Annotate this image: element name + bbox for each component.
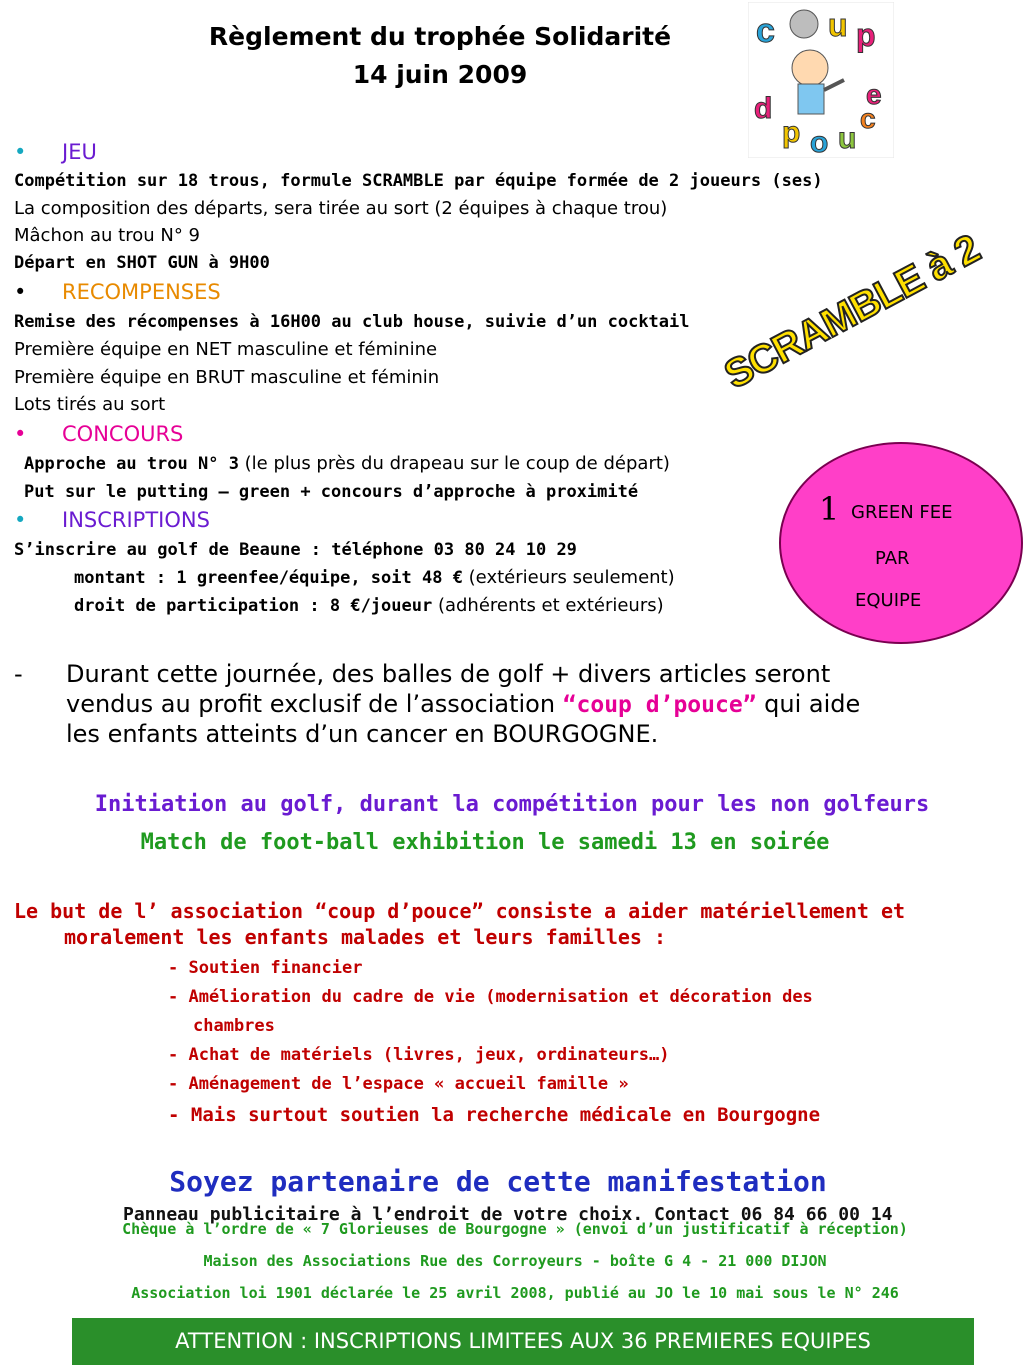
scramble-stamp: SCRAMBLE à 2 [717, 226, 987, 398]
but-item: - Amélioration du cadre de vie (modernisation et décoration des [168, 987, 813, 1007]
recompenses-line-2: Première équipe en NET masculine et féminine [14, 339, 438, 360]
footer-line-3: Association loi 1901 déclarée le 25 avril 2008, publié au JO le 10 mai sous le N° 246 [131, 1284, 899, 1302]
footer-line-1: Chèque à l’ordre de « 7 Glorieuses de Bourgogne » (envoi d’un justificatif à réception) [122, 1220, 908, 1238]
match-line: Match de foot-ball exhibition le samedi 13 en soirée [140, 830, 830, 855]
coup-dpouce-logo [748, 2, 894, 158]
jeu-line-4: Départ en SHOT GUN à 9H00 [14, 253, 270, 273]
section-title: RECOMPENSES [62, 280, 221, 304]
badge-line-2: PAR [875, 548, 910, 569]
jeu-line-2: La composition des départs, sera tirée au sort (2 équipes à chaque trou) [14, 198, 668, 219]
section-recompenses-heading [14, 280, 221, 304]
partenaire-heading: Soyez partenaire de cette manifestation [169, 1165, 827, 1198]
jeu-line-3: Mâchon au trou N° 9 [14, 225, 201, 246]
badge-number: 1 [819, 490, 840, 528]
svg-text:o: o [810, 126, 829, 158]
bullet: • [14, 140, 27, 164]
but-item: - Soutien financier [168, 958, 363, 978]
svg-text:u: u [828, 7, 848, 43]
section-title: CONCOURS [62, 422, 184, 446]
panneau-line: Panneau publicitaire à l’endroit de votre choix. Contact 06 84 66 00 14 [123, 1204, 893, 1225]
concours-line-1: Approche au trou N° 3 (le plus près du drapeau sur le coup de départ) [24, 453, 670, 474]
attention-banner: ATTENTION : INSCRIPTIONS LIMITEES AUX 36 PREMIERES EQUIPES [72, 1318, 974, 1365]
bullet: • [14, 280, 27, 304]
but-line-2: moralement les enfants malades et leurs familles : [64, 925, 667, 949]
but-item: - Achat de matériels (livres, jeux, ordinateurs…) [168, 1045, 670, 1065]
inscriptions-line-2: montant : 1 greenfee/équipe, soit 48 € (extérieurs seulement) [74, 567, 675, 588]
recompenses-line-3: Première équipe en BRUT masculine et féminin [14, 367, 440, 388]
paragraph-dash: - [14, 660, 23, 688]
bullet: • [14, 422, 27, 446]
initiation-line: Initiation au golf, durant la compétition pour les non golfeurs [94, 792, 930, 817]
svg-text:e: e [866, 79, 882, 110]
green-fee-badge [779, 442, 1023, 644]
badge-line-1: GREEN FEE [851, 502, 953, 523]
recompenses-line-1: Remise des récompenses à 16H00 au club house, suivie d’un cocktail [14, 312, 690, 332]
paragraph-line-2: vendus au profit exclusif de l’association “coup d’pouce” qui aide [66, 690, 861, 718]
svg-text:c: c [756, 12, 775, 50]
svg-text:p: p [856, 17, 876, 53]
inscriptions-line-3: droit de participation : 8 €/joueur (adhérents et extérieurs) [74, 595, 664, 616]
svg-text:p: p [782, 116, 801, 149]
section-concours-heading [14, 422, 183, 446]
svg-text:u: u [838, 122, 857, 155]
section-inscriptions-heading [14, 508, 210, 532]
but-item: - Mais surtout soutien la recherche médicale en Bourgogne [168, 1104, 821, 1126]
page-title: Règlement du trophée Solidarité [208, 22, 672, 51]
section-jeu-heading [14, 140, 97, 164]
section-title: JEU [62, 140, 97, 164]
svg-text:c: c [860, 103, 876, 134]
section-title: INSCRIPTIONS [62, 508, 210, 532]
but-item: chambres [193, 1016, 275, 1036]
badge-line-3: EQUIPE [855, 590, 922, 611]
footer-line-2: Maison des Associations Rue des Corroyeurs - boîte G 4 - 21 000 DIJON [203, 1252, 827, 1270]
but-line-1: Le but de l’ association “coup d’pouce” consiste a aider matériellement et [14, 899, 906, 923]
recompenses-line-4: Lots tirés au sort [14, 394, 166, 415]
but-item: - Aménagement de l’espace « accueil famille » [168, 1074, 629, 1094]
paragraph-line-3: les enfants atteints d’un cancer en BOURGOGNE. [66, 720, 659, 748]
bullet: • [14, 508, 27, 532]
svg-text:d: d [754, 92, 773, 125]
page-date: 14 juin 2009 [352, 60, 528, 89]
inscriptions-line-1: S’inscrire au golf de Beaune : téléphone 03 80 24 10 29 [14, 540, 577, 560]
concours-line-2: Put sur le putting – green + concours d’approche à proximité [24, 482, 639, 502]
jeu-line-1: Compétition sur 18 trous, formule SCRAMBLE par équipe formée de 2 joueurs (ses) [14, 171, 823, 191]
paragraph-line-1: Durant cette journée, des balles de golf + divers articles seront [66, 660, 831, 688]
